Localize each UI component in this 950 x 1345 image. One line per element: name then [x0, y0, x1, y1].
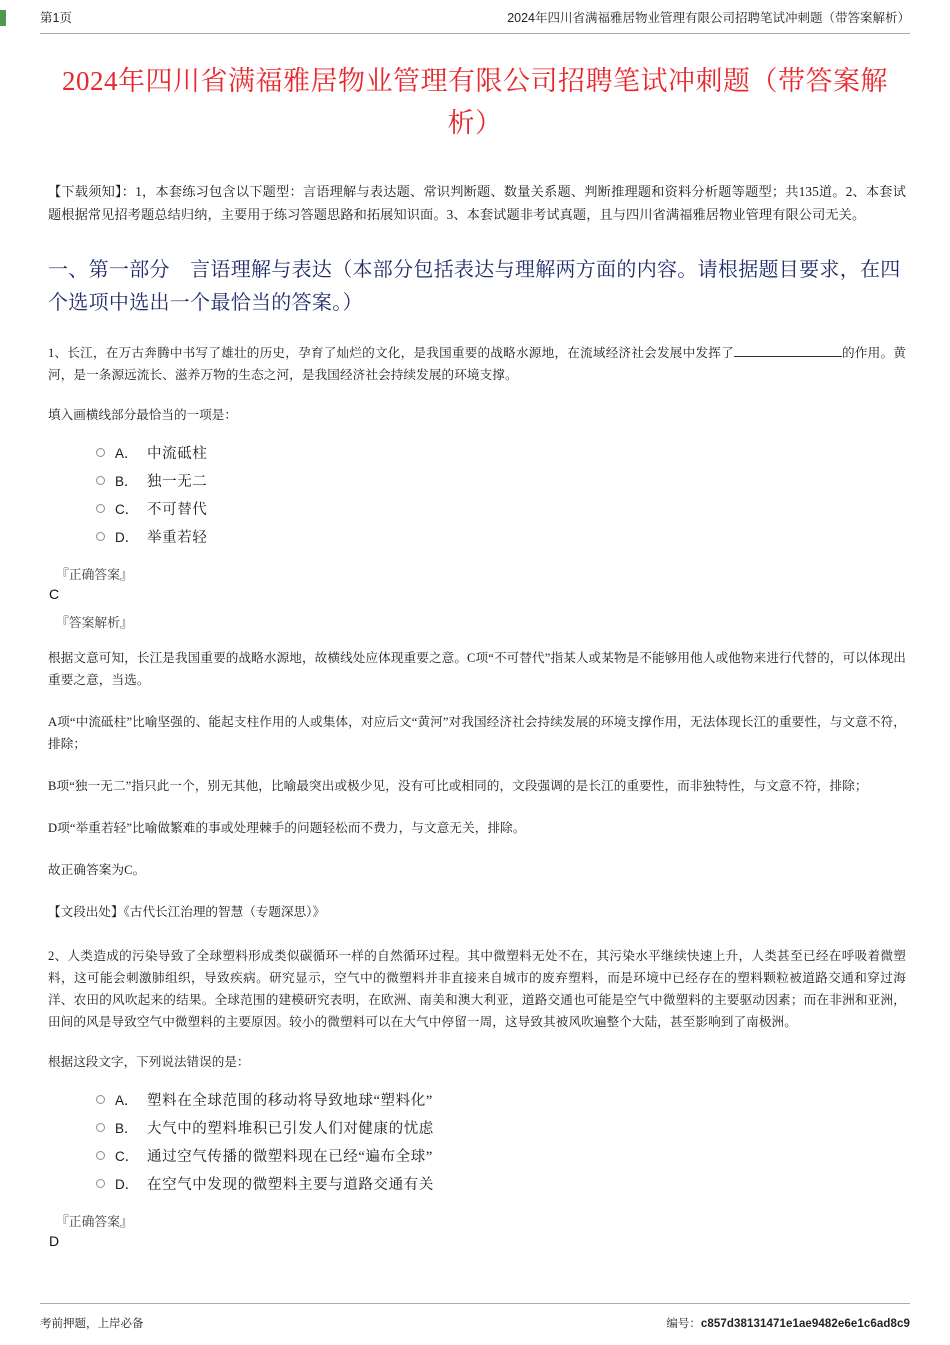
radio-button-icon[interactable] [96, 1123, 105, 1132]
radio-button-icon[interactable] [96, 1179, 105, 1188]
option-row[interactable] [96, 522, 906, 550]
document-body [48, 180, 906, 1251]
question-2-answer-value: D [49, 1233, 60, 1249]
option-text: 中流砥柱 [147, 445, 208, 462]
question-2-answer-label: 『正确答案』 [56, 1215, 133, 1229]
question-1-stem-part-2: 的作用。黄河，是一条源远流长、滋养万物的生态之河，是我国经济社会持续发展的环境支撑。 [48, 346, 906, 382]
serial-code: c857d38131471e1ae9482e6e1c6ad8c9 [700, 1318, 910, 1330]
section-heading: 一、第一部分 言语理解与表达（本部分包括表达与理解两方面的内容。请根据题目要求，在四个选项中选出一个最恰当的答案。） [48, 259, 901, 314]
question-2-stem: 2、人类造成的污染导致了全球塑料形成类似碳循环一样的自然循环过程。其中微塑料无处不在，其污染水平继续快速上升，人类甚至已经在呼吸着微塑料，这可能会刺激肺组织，导致疾病。研究显示，空气中的微塑料并非直接来自城市的废弃塑料，而是环境中已经存在的塑料颗粒被道路交通和穿过海洋、农田的风吹起来的结果。全球范围的建模研究表明，在欧洲、南美和澳大利亚，道路交通也可能是空气中微塑料的主要驱动因素；而在非洲和亚洲，田间的风是导致空气中微塑料的主要原因。较小的微塑料可以在大气中停留一周，这导致其被风吹遍整个大陆，甚至影响到了南极洲。 [48, 949, 906, 1029]
option-text: 独一无二 [147, 473, 208, 490]
option-letter: C． [115, 502, 139, 517]
radio-button-icon[interactable] [96, 1151, 105, 1160]
option-letter: D． [115, 1177, 139, 1192]
explanation-conclusion: 故正确答案为C。 [48, 863, 146, 877]
option-letter: A． [115, 1093, 138, 1108]
option-row[interactable] [96, 1169, 906, 1197]
question-2-options [96, 1085, 906, 1197]
explanation-paragraph: B项“独一无二”指只此一个，别无其他，比喻最突出或极少见，没有可比或相同的，文段强调的是长江的重要性，而非独特性，与文意不符，排除； [48, 779, 868, 793]
document-running-header [40, 8, 910, 34]
option-text: 在空气中发现的微塑料主要与道路交通有关 [147, 1176, 434, 1193]
radio-button-icon[interactable] [96, 476, 105, 485]
question-1-stem [48, 342, 906, 386]
explanation-paragraph: A项“中流砥柱”比喻坚强的、能起支柱作用的人或集体，对应后文“黄河”对我国经济社会持续发展的环境支撑作用，无法体现长江的重要性，与文意不符，排除； [48, 715, 906, 751]
question-2-prompt: 根据这段文字，下列说法错误的是： [48, 1055, 250, 1069]
option-row[interactable] [96, 466, 906, 494]
question-block-1 [48, 342, 906, 923]
download-notice: 【下载须知】：1，本套练习包含以下题型：言语理解与表达题、常识判断题、数量关系题、判断推理题和资料分析题等题型；共135道。2、本套试题根据常见招考题总结归纳，主要用于练习答题思路和拓展知识面。3、本套试题非考试真题，且与四川省满福雅居物业管理有限公司无关。 [48, 184, 906, 222]
question-1-answer-label: 『正确答案』 [56, 568, 133, 582]
footer-serial [666, 1315, 910, 1331]
option-letter: A． [115, 446, 138, 461]
question-1-prompt: 填入画横线部分最恰当的一项是： [48, 408, 237, 422]
radio-button-icon[interactable] [96, 532, 105, 541]
radio-button-icon[interactable] [96, 448, 105, 457]
option-text: 大气中的塑料堆积已引发人们对健康的忧虑 [147, 1120, 434, 1137]
fill-in-blank [734, 345, 842, 357]
question-1-explanation-label: 『答案解析』 [56, 616, 133, 630]
option-row[interactable] [96, 438, 906, 466]
radio-button-icon[interactable] [96, 504, 105, 513]
option-row[interactable] [96, 1113, 906, 1141]
page-title: 2024年四川省满福雅居物业管理有限公司招聘笔试冲刺题（带答案解析） [62, 66, 888, 139]
option-letter: B． [115, 474, 138, 489]
running-header-title: 2024年四川省满福雅居物业管理有限公司招聘笔试冲刺题（带答案解析） [507, 11, 910, 25]
page-number: 第1页 [40, 11, 72, 25]
question-1-answer-value: C [49, 586, 60, 602]
explanation-paragraph: 根据文意可知，长江是我国重要的战略水源地，故横线处应体现重要之意。C项“不可替代”指某人或某物是不能够用他人或他物来进行代替的，可以体现出重要之意，当选。 [48, 651, 906, 687]
question-1-options [96, 438, 906, 550]
option-row[interactable] [96, 494, 906, 522]
radio-button-icon[interactable] [96, 1095, 105, 1104]
option-text: 举重若轻 [147, 529, 208, 546]
option-letter: C． [115, 1149, 139, 1164]
option-text: 塑料在全球范围的移动将导致地球“塑料化” [147, 1092, 433, 1109]
option-row[interactable] [96, 1085, 906, 1113]
question-1-source: 【文段出处】《古代长江治理的智慧（专题深思）》 [48, 905, 326, 919]
serial-label: 编号： [666, 1318, 701, 1330]
option-letter: B． [115, 1121, 138, 1136]
option-row[interactable] [96, 1141, 906, 1169]
question-1-stem-part-1: 1、长江，在万古奔腾中书写了雄壮的历史，孕育了灿烂的文化，是我国重要的战略水源地，在流域经济社会发展中发挥了 [48, 346, 734, 360]
option-text: 不可替代 [147, 501, 208, 518]
footer-slogan: 考前押题，上岸必备 [40, 1318, 144, 1330]
document-running-footer [40, 1303, 910, 1331]
question-block-2 [48, 945, 906, 1251]
option-text: 通过空气传播的微塑料现在已经“遍布全球” [147, 1148, 433, 1165]
page-marker-tab [0, 10, 6, 26]
explanation-paragraph: D项“举重若轻”比喻做繁难的事或处理棘手的问题轻松而不费力，与文意无关，排除。 [48, 821, 526, 835]
option-letter: D． [115, 530, 139, 545]
